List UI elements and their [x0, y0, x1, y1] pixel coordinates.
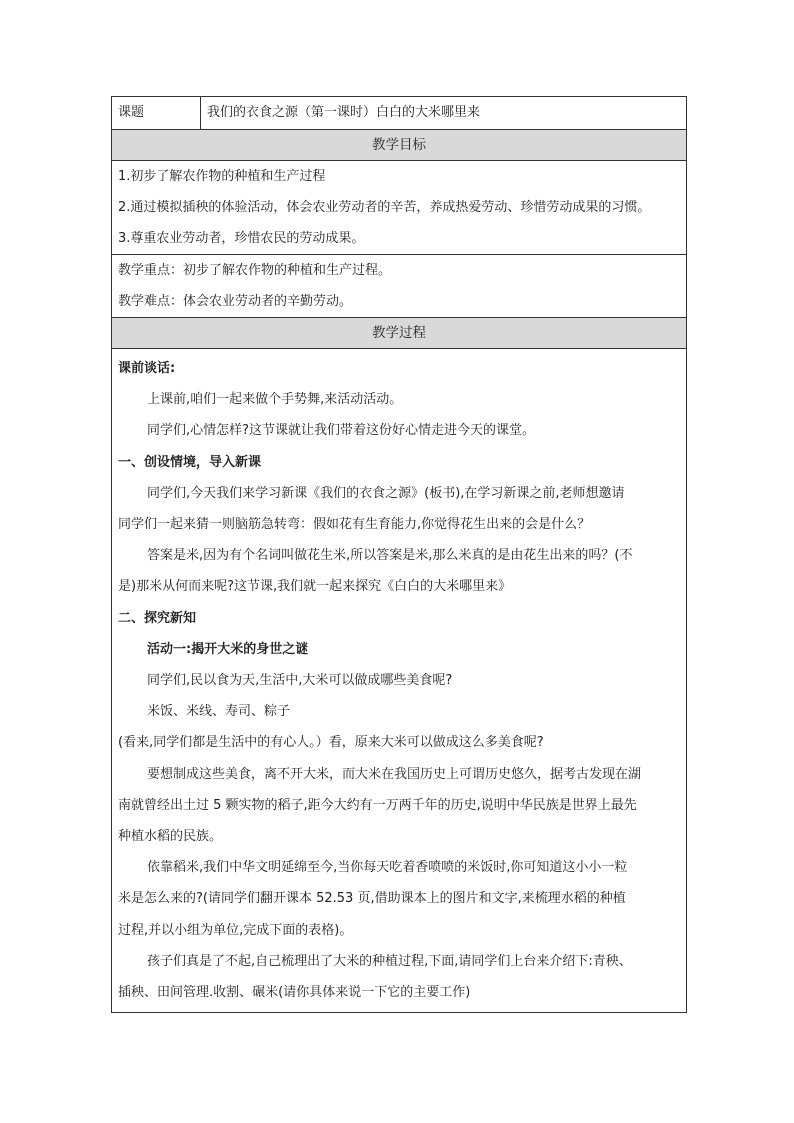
- pre-talk-title: 课前谈话:: [118, 361, 176, 376]
- activity1-line: (看来,同学们都是生活中的有心人。）看，原来大米可以做成这么多美食呢?: [118, 735, 544, 751]
- activity1-line: 米是怎么来的?(请同学们翻开课本 52.53 页,借助课本上的图片和文字,来梳理水稻的种植: [118, 891, 626, 907]
- topic-row: [112, 97, 687, 130]
- lesson-plan-table: [111, 96, 687, 1013]
- activity1-line: 同学们,民以食为天,生活中,大米可以做成哪些美食呢?: [147, 673, 453, 689]
- activity1-line: 孩子们真是了不起,自己梳理出了大米的种植过程,下面,请同学们上台来介绍下:青秧、: [147, 953, 632, 969]
- section1-line: 同学们一起来猜一则脑筋急转弯：假如花有生育能力,你觉得花生出来的会是什么？: [118, 517, 591, 533]
- process-heading: 教学过程: [112, 318, 687, 349]
- activity1-line: 过程,并以小组为单位,完成下面的表格)。: [118, 922, 353, 938]
- focus-cell: [112, 255, 687, 318]
- pre-talk-line: 同学们,心情怎样?这节课就让我们带着这份好心情走进今天的课堂。: [147, 423, 536, 439]
- key-point: 教学重点：初步了解农作物的种植和生产过程。: [118, 263, 392, 278]
- topic-label: 课题: [112, 97, 201, 130]
- section1-line: 答案是米,因为有个名词叫做花生米,所以答案是米,那么米真的是由花生出来的吗？(不: [147, 548, 633, 564]
- activity1-line: 米饭、米线、寿司、粽子: [147, 704, 291, 720]
- activity1-line: 要想制成这些美食，离不开大米，而大米在我国历史上可谓历史悠久，据考古发现在湖: [147, 766, 642, 782]
- goals-cell: [112, 161, 687, 255]
- lesson-plan: [111, 96, 687, 1013]
- activity1-title: 活动一:揭开大米的身世之谜: [147, 641, 309, 657]
- topic-title: 我们的衣食之源（第一课时）白白的大米哪里来: [201, 97, 687, 130]
- pre-talk-line: 上课前,咱们一起来做个手势舞,来活动活动。: [147, 392, 403, 408]
- activity1-line: 依靠稻米,我们中华文明延绵至今,当你每天吃着香喷喷的米饭时,你可知道这小小一粒: [147, 860, 628, 876]
- section2-title: 二、探究新知: [118, 610, 197, 626]
- goal-item-3: 3.尊重农业劳动者，珍惜农民的劳动成果。: [118, 231, 365, 246]
- activity1-line: 插秧、田间管理.收割、碾米(请你具体来说一下它的主要工作): [118, 985, 471, 1001]
- activity1-line: 种植水稻的民族。: [118, 829, 223, 845]
- section1-line: 同学们,今天我们来学习新课《我们的衣食之源》(板书),在学习新课之前,老师想邀请: [147, 485, 625, 501]
- difficulty: 教学难点：体会农业劳动者的辛勤劳动。: [118, 294, 353, 309]
- process-cell: [112, 349, 687, 1013]
- goal-item-1: 1.初步了解农作物的种植和生产过程: [118, 169, 326, 184]
- goal-item-2: 2.通过模拟插秧的体验活动，体会农业劳动者的辛苦，养成热爱劳动、珍惜劳动成果的习惯。: [118, 200, 651, 215]
- section1-line: 是)那米从何而来呢?这节课,我们就一起来探究《白白的大米哪里来》: [118, 579, 512, 595]
- activity1-line: 南就曾经出土过 5 颗实物的稻子,距今大约有一万两千年的历史,说明中华民族是世界上最先: [118, 797, 637, 813]
- section1-title: 一、创设情境，导入新课: [118, 454, 262, 470]
- goals-heading: 教学目标: [112, 130, 687, 161]
